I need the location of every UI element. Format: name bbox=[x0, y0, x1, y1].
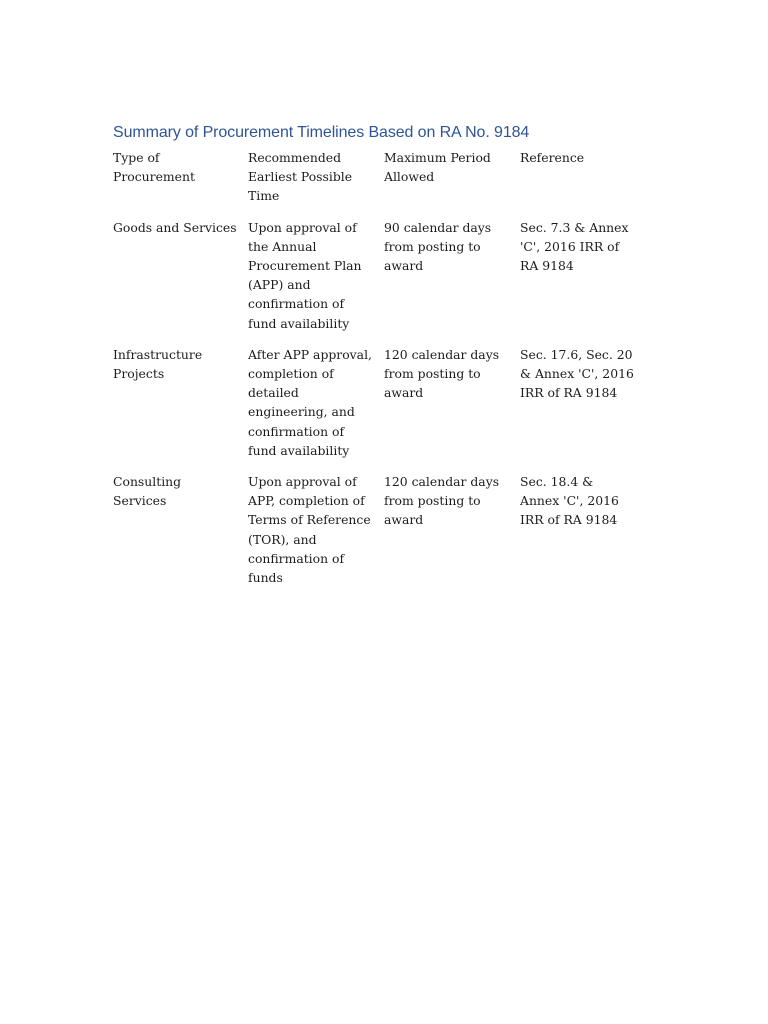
cell-max-period: 120 calendar days from posting to award bbox=[384, 346, 500, 401]
table-row bbox=[113, 472, 645, 599]
header-maximum-period: Maximum Period Allowed bbox=[384, 150, 491, 185]
cell-type: Infrastructure Projects bbox=[113, 346, 203, 382]
cell-reference: Sec. 18.4 & Annex 'C', 2016 IRR of RA 9184 bbox=[520, 474, 619, 528]
cell-type: Consulting Services bbox=[113, 474, 182, 509]
table-header-row bbox=[113, 148, 645, 218]
cell-max-period: 90 calendar days from posting to award bbox=[384, 219, 492, 274]
cell-reference: Sec. 7.3 & Annex 'C', 2016 IRR of RA 9184 bbox=[520, 219, 629, 274]
cell-reference: Sec. 17.6, Sec. 20 & Annex 'C', 2016 IRR of RA 9184 bbox=[520, 346, 634, 401]
document-title: Summary of Procurement Timelines Based on RA No. 9184 bbox=[113, 124, 530, 141]
table-row bbox=[113, 218, 645, 345]
cell-type: Goods and Services bbox=[113, 219, 237, 235]
cell-earliest-time: Upon approval of the Annual Procurement Plan (APP) and confirmation of fund availability bbox=[248, 219, 362, 331]
cell-earliest-time: After APP approval, completion of detailed engineering, and confirmation of fund availability bbox=[248, 346, 372, 458]
cell-max-period: 120 calendar days from posting to award bbox=[384, 474, 500, 528]
procurement-timelines-table bbox=[113, 148, 645, 599]
cell-earliest-time: Upon approval of APP, completion of Terms of Reference (TOR), and confirmation of funds bbox=[248, 474, 371, 586]
table-row bbox=[113, 345, 645, 472]
header-type-of-procurement: Type of Procurement bbox=[113, 150, 195, 185]
header-earliest-possible-time: Recommended Earliest Possible Time bbox=[248, 150, 353, 204]
header-reference: Reference bbox=[520, 150, 585, 165]
